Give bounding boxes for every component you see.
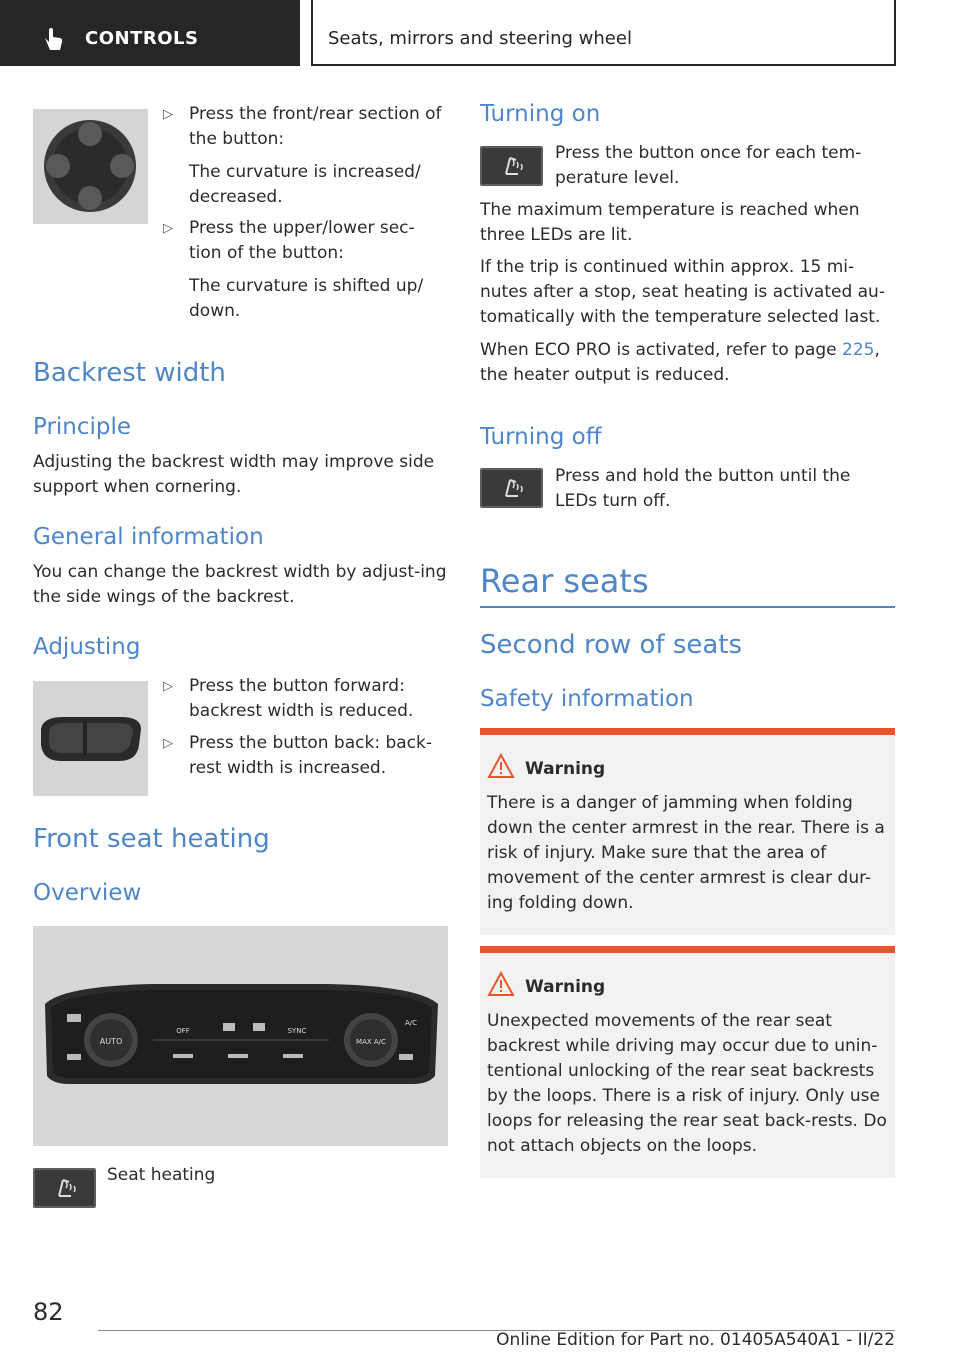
front-seat-heating-heading: Front seat heating bbox=[33, 824, 270, 854]
panel-sync-label: SYNC bbox=[287, 1027, 307, 1035]
seat-heating-button-on-image bbox=[480, 146, 543, 186]
backrest-bullet-1: ▷ Press the button forward: backrest width is reduced. bbox=[163, 676, 414, 721]
seat-heating-button-off-image bbox=[480, 468, 543, 508]
backrest-width-heading: Backrest width bbox=[33, 358, 226, 388]
panel-ac-label: A/C bbox=[404, 1019, 418, 1027]
turning-off-text: Press and hold the button until the LEDs turn off. bbox=[555, 466, 851, 511]
warning-1-title: Warning bbox=[525, 759, 606, 779]
climate-control-panel-image bbox=[33, 926, 448, 1146]
principle-heading: Principle bbox=[33, 414, 132, 440]
seat-heating-button-image bbox=[33, 1168, 96, 1208]
warning-2-text: Unexpected movements of the rear seat backrest while driving may occur due to unin-tentional unlocking of the rear seat backrests by the loops. There is a risk of injury. Only use loops for releasing the rear seat back-rests. Do not attach objects on the loops. bbox=[487, 1011, 887, 1156]
lumbar-button-image bbox=[33, 109, 148, 224]
heading-rule bbox=[480, 606, 895, 608]
header-title-tab bbox=[311, 0, 896, 66]
lumbar-bullet-1-result: The curvature is increased/ decreased. bbox=[189, 162, 421, 207]
warning-box-2 bbox=[480, 946, 895, 1178]
principle-text: Adjusting the backrest width may improve side support when cornering. bbox=[33, 452, 435, 497]
turning-on-heading: Turning on bbox=[480, 101, 601, 127]
panel-off-label: OFF bbox=[176, 1027, 190, 1035]
warning-triangle-icon bbox=[487, 971, 515, 997]
page-reference-link[interactable]: 225 bbox=[842, 340, 875, 360]
warning-box-1 bbox=[480, 728, 895, 935]
seat-heating-icon bbox=[33, 1168, 96, 1208]
panel-auto-label: AUTO bbox=[99, 1037, 123, 1046]
lumbar-bullet-2-result: The curvature is shifted up/ down. bbox=[189, 276, 424, 321]
panel-max-ac-label: MAX A/C bbox=[356, 1038, 386, 1046]
overview-heading: Overview bbox=[33, 880, 142, 906]
backrest-bullet-2: ▷ Press the button back: back-rest width is increased. bbox=[163, 733, 432, 778]
hand-pointer-icon bbox=[40, 26, 66, 52]
general-information-text: You can change the backrest width by adjust-ing the side wings of the backrest. bbox=[33, 562, 447, 607]
backrest-width-button-image bbox=[33, 681, 148, 796]
header-section-tab bbox=[0, 0, 300, 66]
turning-on-paragraph-1: The maximum temperature is reached when three LEDs are lit. bbox=[480, 200, 860, 245]
second-row-heading: Second row of seats bbox=[480, 630, 743, 660]
edition-text: Online Edition for Part no. 01405A540A1 - II/22 bbox=[496, 1330, 895, 1350]
safety-information-heading: Safety information bbox=[480, 686, 694, 712]
turning-on-paragraph-3: When ECO PRO is activated, refer to page 225, the heater output is reduced. bbox=[480, 340, 880, 385]
warning-1-text: There is a danger of jamming when folding down the center armrest in the rear. There is a risk of injury. Make sure that the area of movement of the center armrest is clear dur-ing folding down. bbox=[487, 793, 885, 913]
lumbar-bullet-1: ▷ Press the front/rear section of the button: bbox=[163, 104, 442, 149]
chapter-title: Seats, mirrors and steering wheel bbox=[328, 28, 632, 49]
general-information-heading: General information bbox=[33, 524, 264, 550]
adjusting-heading: Adjusting bbox=[33, 634, 141, 660]
section-label: CONTROLS bbox=[85, 28, 199, 49]
warning-2-title: Warning bbox=[525, 977, 606, 997]
turning-on-text: Press the button once for each tem-perature level. bbox=[555, 143, 862, 188]
turning-on-paragraph-2: If the trip is continued within approx. 15 mi-nutes after a stop, seat heating is activated au-tomatically with the temperature selected last. bbox=[480, 257, 885, 327]
warning-triangle-icon bbox=[487, 753, 515, 779]
seat-heating-label: Seat heating bbox=[107, 1165, 216, 1185]
lumbar-bullet-2: ▷ Press the upper/lower sec-tion of the button: bbox=[163, 218, 415, 263]
turning-off-heading: Turning off bbox=[480, 424, 602, 450]
page-number: 82 bbox=[33, 1298, 64, 1326]
rear-seats-heading: Rear seats bbox=[480, 562, 649, 600]
